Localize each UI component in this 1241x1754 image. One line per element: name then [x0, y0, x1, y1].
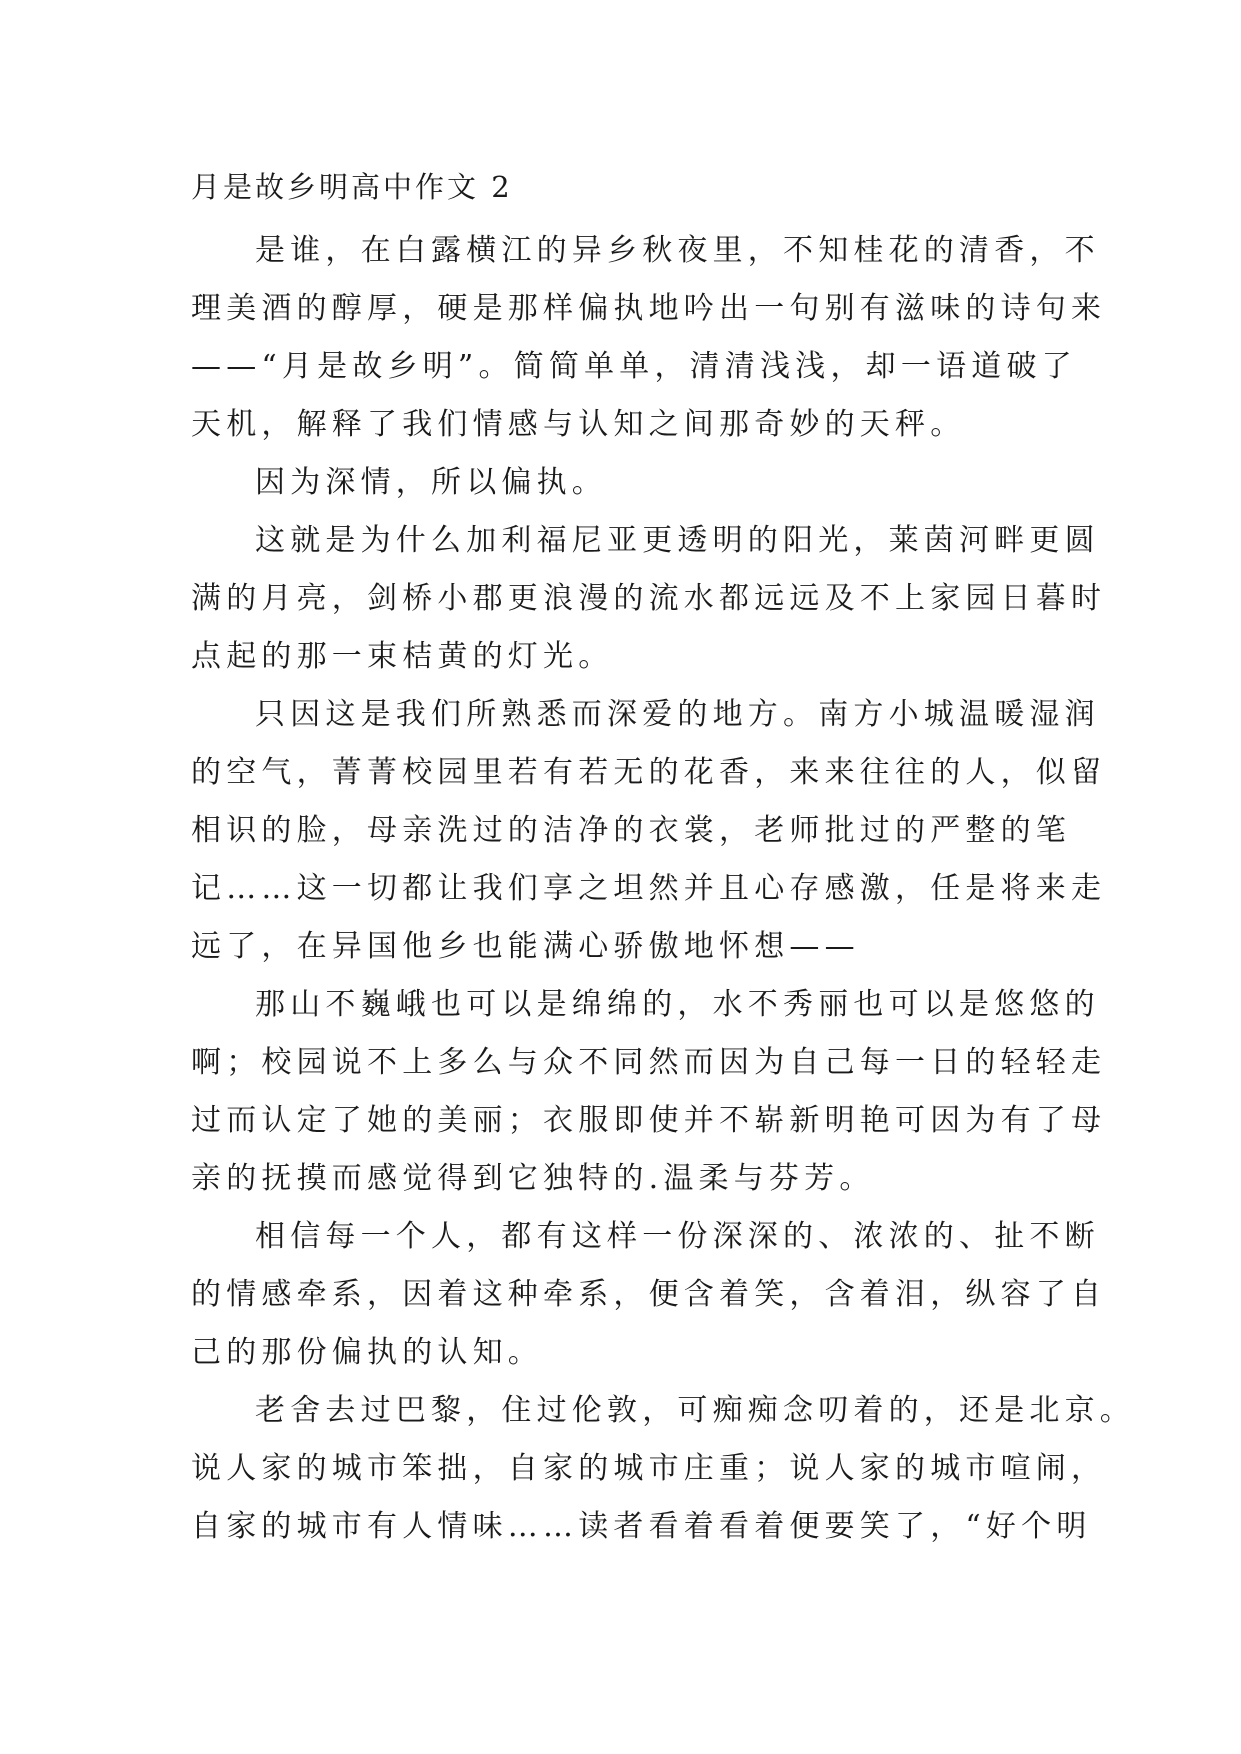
text-line: 己的那份偏执的认知。	[191, 1335, 543, 1370]
text-line: 老舍去过巴黎，住过伦敦，可痴痴念叨着的，还是北京。	[255, 1393, 1135, 1428]
text-line: 的情感牵系，因着这种牵系，便含着笑，含着泪，纵容了自	[191, 1277, 1107, 1312]
text-line: ——“月是故乡明”。简简单单，清清浅浅，却一语道破了	[191, 349, 1077, 384]
text-line: 啊；校园说不上多么与众不同然而因为自己每一日的轻轻走	[191, 1045, 1107, 1080]
text-line: 满的月亮，剑桥小郡更浪漫的流水都远远及不上家园日暮时	[191, 581, 1107, 616]
text-line: 那山不巍峨也可以是绵绵的，水不秀丽也可以是悠悠的	[255, 987, 1100, 1022]
text-line: 是谁，在白露横江的异乡秋夜里，不知桂花的清香，不	[255, 233, 1100, 268]
text-line: 点起的那一束桔黄的灯光。	[191, 639, 614, 674]
text-line: 的空气，菁菁校园里若有若无的花香，来来往往的人，似留	[191, 755, 1107, 790]
text-line: 只因这是我们所熟悉而深爱的地方。南方小城温暖湿润	[255, 697, 1100, 732]
text-line: 过而认定了她的美丽；衣服即使并不崭新明艳可因为有了母	[191, 1103, 1107, 1138]
document-title: 月是故乡明高中作文 2	[191, 170, 513, 204]
text-line: 说人家的城市笨拙，自家的城市庄重；说人家的城市喧闹，	[191, 1451, 1107, 1486]
text-line: 自家的城市有人情味……读者看着看着便要笑了，“好个明	[191, 1509, 1092, 1544]
document-body	[191, 222, 1135, 1556]
text-line: 亲的抚摸而感觉得到它独特的.温柔与芬芳。	[191, 1161, 875, 1196]
text-line: 远了，在异国他乡也能满心骄傲地怀想——	[191, 929, 860, 964]
text-line: 天机，解释了我们情感与认知之间那奇妙的天秤。	[191, 407, 966, 442]
text-line: 理美酒的醇厚，硬是那样偏执地吟出一句别有滋味的诗句来	[191, 291, 1107, 326]
text-line: 这就是为什么加利福尼亚更透明的阳光，莱茵河畔更圆	[255, 523, 1100, 558]
text-line: 记……这一切都让我们享之坦然并且心存感激，任是将来走	[191, 871, 1107, 906]
text-line: 因为深情，所以偏执。	[255, 465, 607, 500]
text-line: 相识的脸，母亲洗过的洁净的衣裳，老师批过的严整的笔	[191, 813, 1071, 848]
text-line: 相信每一个人，都有这样一份深深的、浓浓的、扯不断	[255, 1219, 1100, 1254]
